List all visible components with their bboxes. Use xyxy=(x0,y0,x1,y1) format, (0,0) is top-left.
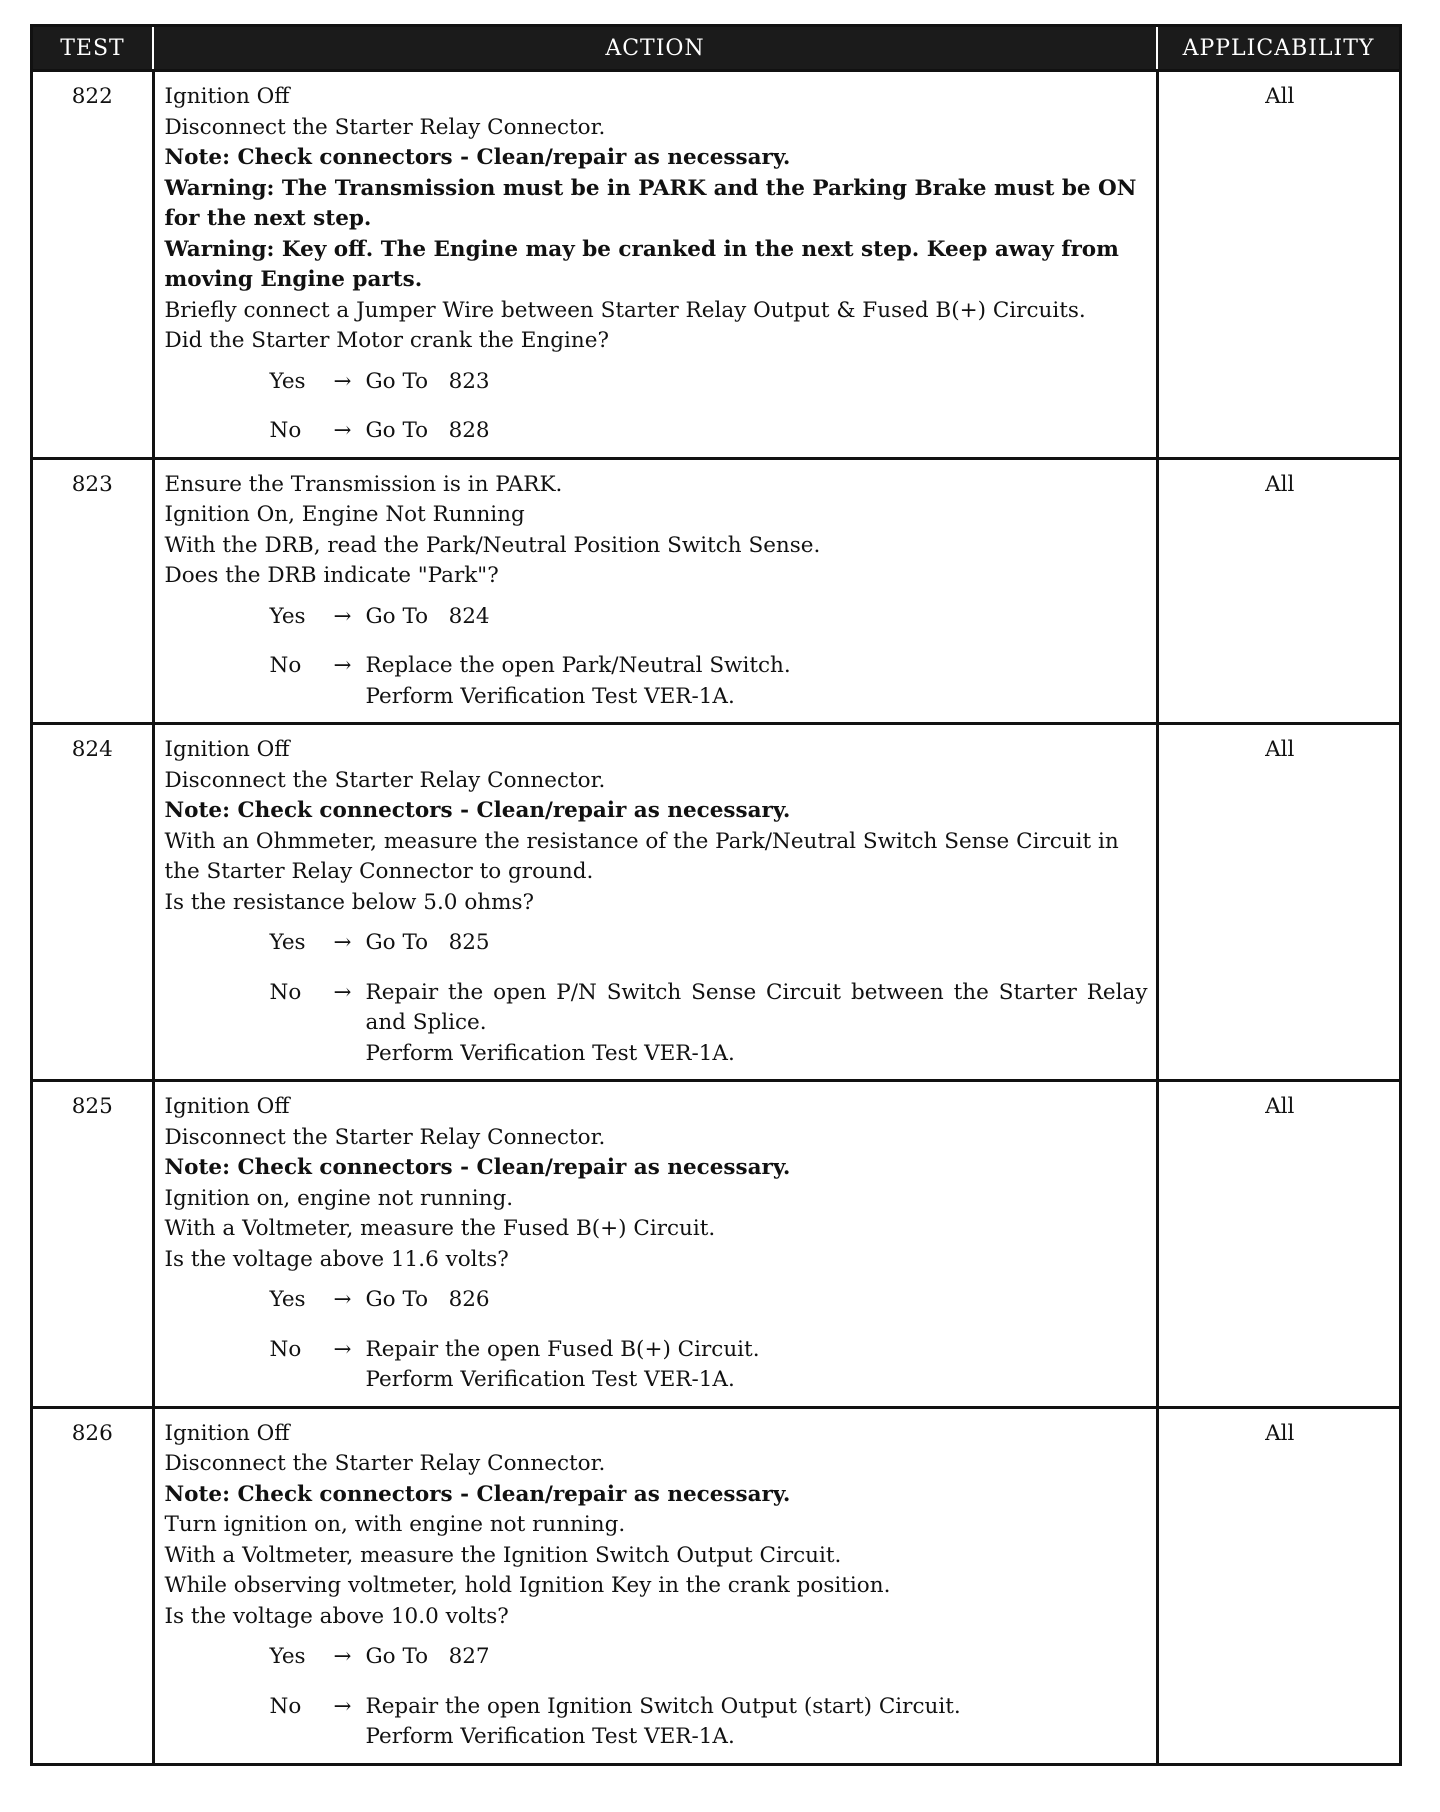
action-note: Warning: The Transmission must be in PARK and the Parking Brake must be ON for the next step. xyxy=(164,175,1137,231)
action-step: Did the Starter Motor crank the Engine? xyxy=(164,328,610,353)
outcome-result-line: Go To 826 xyxy=(365,1287,490,1312)
test-row xyxy=(33,71,1399,459)
outcome-result xyxy=(366,367,1148,398)
action-step: Turn ignition on, with engine not running. xyxy=(164,1512,626,1537)
action-note: Note: Check connectors - Clean/repair as necessary. xyxy=(164,1155,791,1180)
action-step: With a Voltmeter, measure the Ignition Switch Output Circuit. xyxy=(164,1542,842,1568)
action-step: Disconnect the Starter Relay Connector. xyxy=(164,767,606,793)
test-applicability: All xyxy=(1157,71,1399,459)
outcome-yes xyxy=(165,1642,1148,1673)
test-applicability: All xyxy=(1157,1081,1399,1408)
action-step: With the DRB, read the Park/Neutral Position Switch Sense. xyxy=(164,532,821,558)
action-step: Briefly connect a Jumper Wire between Starter Relay Output & Fused B(+) Circuits. xyxy=(164,297,1086,323)
action-note: Warning: Key off. The Engine may be cranked in the next step. Keep away from moving Engine parts. xyxy=(164,236,1119,292)
outcome-result-line: Perform Verification Test VER-1A. xyxy=(365,1724,735,1749)
test-applicability: All xyxy=(1157,458,1399,724)
outcome-no xyxy=(165,651,1148,712)
action-step: Is the resistance below 5.0 ohms? xyxy=(164,889,535,915)
outcome-result xyxy=(366,416,1148,447)
outcome-result xyxy=(366,1335,1148,1396)
test-action xyxy=(153,1081,1157,1408)
action-step: Ignition Off xyxy=(164,1420,290,1446)
right-arrow-icon: → xyxy=(333,603,352,629)
action-step: Ignition Off xyxy=(164,737,290,762)
outcome-no xyxy=(165,978,1155,1070)
test-number: 824 xyxy=(33,724,153,1081)
outcome-answer: No xyxy=(269,653,302,678)
outcome-yes xyxy=(165,1285,1148,1316)
right-arrow-icon: → xyxy=(333,979,352,1005)
outcome-result-line: Go To 825 xyxy=(365,930,490,955)
action-step: Does the DRB indicate "Park"? xyxy=(164,563,499,588)
test-action xyxy=(153,1407,1157,1763)
action-note: Note: Check connectors - Clean/repair as necessary. xyxy=(164,145,791,170)
outcome-answer: Yes xyxy=(269,368,306,394)
action-step: While observing voltmeter, hold Ignition Key in the crank position. xyxy=(164,1573,891,1598)
test-row xyxy=(33,724,1399,1081)
outcome-yes xyxy=(165,367,1148,398)
outcome-result xyxy=(366,1642,1148,1673)
test-applicability: All xyxy=(1157,1407,1399,1763)
test-action xyxy=(153,71,1157,459)
outcome-result xyxy=(365,978,1155,1070)
outcome-result-line: Perform Verification Test VER-1A. xyxy=(365,1040,735,1066)
action-step: Is the voltage above 11.6 volts? xyxy=(164,1246,509,1272)
right-arrow-icon: → xyxy=(333,653,352,678)
outcome-result-line: Repair the open Ignition Switch Output (start) Circuit. xyxy=(365,1693,961,1719)
action-step: Ignition Off xyxy=(164,1094,290,1119)
outcome-answer: No xyxy=(269,979,302,1005)
action-step: Ensure the Transmission is in PARK. xyxy=(164,471,563,497)
test-number: 826 xyxy=(33,1407,153,1763)
outcome-result xyxy=(366,602,1148,633)
outcome-result xyxy=(366,1285,1148,1316)
outcome-answer: Yes xyxy=(269,930,306,955)
outcome-answer: No xyxy=(269,1693,302,1719)
test-action xyxy=(153,458,1157,724)
outcome-answer: No xyxy=(269,418,302,443)
test-number: 825 xyxy=(33,1081,153,1408)
outcome-result-line: Repair the open Fused B(+) Circuit. xyxy=(365,1336,760,1362)
table-body xyxy=(33,71,1399,1763)
action-step: Is the voltage above 10.0 volts? xyxy=(164,1603,509,1629)
outcome-result-line: Perform Verification Test VER-1A. xyxy=(365,1367,735,1392)
outcome-answer: Yes xyxy=(269,1644,306,1669)
outcome-result-line: Perform Verification Test VER-1A. xyxy=(365,683,735,709)
test-number: 822 xyxy=(33,71,153,459)
right-arrow-icon: → xyxy=(333,930,352,955)
outcome-result xyxy=(366,928,1148,959)
action-step: Disconnect the Starter Relay Connector. xyxy=(164,1451,606,1476)
right-arrow-icon: → xyxy=(333,1693,352,1719)
test-row xyxy=(33,1081,1399,1408)
outcome-no xyxy=(165,416,1148,447)
header-test: TEST xyxy=(33,27,153,71)
diagnostic-test-table xyxy=(30,24,1402,1766)
table-header xyxy=(33,27,1399,71)
outcome-result xyxy=(366,651,1148,712)
action-note: Note: Check connectors - Clean/repair as necessary. xyxy=(164,1481,791,1507)
outcome-no xyxy=(165,1692,1148,1753)
test-action xyxy=(153,724,1157,1081)
action-note: Note: Check connectors - Clean/repair as necessary. xyxy=(164,798,791,823)
outcome-answer: Yes xyxy=(269,603,306,629)
test-number: 823 xyxy=(33,458,153,724)
outcome-result xyxy=(366,1692,1148,1753)
test-row xyxy=(33,458,1399,724)
outcome-no xyxy=(165,1335,1148,1396)
action-step: Disconnect the Starter Relay Connector. xyxy=(164,114,606,140)
outcome-result-line: Go To 828 xyxy=(365,418,490,443)
outcome-result-line: Go To 827 xyxy=(365,1644,490,1669)
action-step: With an Ohmmeter, measure the resistance of the Park/Neutral Switch Sense Circuit in the Starter Relay Connector to ground. xyxy=(164,828,1119,884)
outcome-result-line: Replace the open Park/Neutral Switch. xyxy=(365,653,791,678)
test-row xyxy=(33,1407,1399,1763)
outcome-yes xyxy=(165,928,1148,959)
right-arrow-icon: → xyxy=(333,418,352,443)
header-applicability: APPLICABILITY xyxy=(1157,27,1399,71)
test-applicability: All xyxy=(1157,724,1399,1081)
outcome-answer: No xyxy=(269,1336,302,1362)
action-step: Ignition Off xyxy=(164,84,290,109)
outcome-result-line: Repair the open P/N Switch Sense Circuit between the Starter Relay and Splice. xyxy=(365,979,1155,1035)
action-step: Ignition on, engine not running. xyxy=(164,1185,514,1211)
right-arrow-icon: → xyxy=(333,1336,352,1362)
outcome-result-line: Go To 823 xyxy=(365,368,490,394)
right-arrow-icon: → xyxy=(333,368,352,394)
action-step: Ignition On, Engine Not Running xyxy=(164,502,525,527)
action-step: Disconnect the Starter Relay Connector. xyxy=(164,1124,606,1150)
outcome-answer: Yes xyxy=(269,1287,306,1312)
header-action: ACTION xyxy=(153,27,1157,71)
test-table xyxy=(33,27,1399,1763)
outcome-result-line: Go To 824 xyxy=(365,603,490,629)
action-step: With a Voltmeter, measure the Fused B(+) Circuit. xyxy=(164,1216,716,1241)
outcome-yes xyxy=(165,602,1148,633)
right-arrow-icon: → xyxy=(333,1644,352,1669)
right-arrow-icon: → xyxy=(333,1287,352,1312)
